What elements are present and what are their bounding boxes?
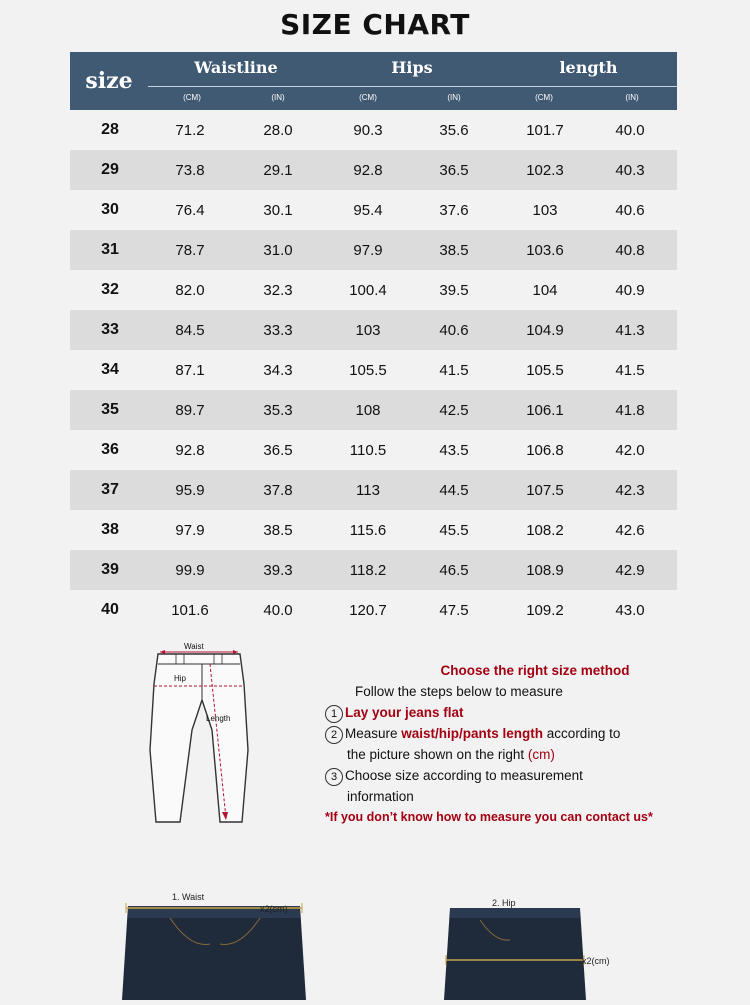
table-cell: 35.3: [263, 401, 293, 419]
table-row: [70, 190, 677, 230]
step-2-unit: (cm): [527, 747, 555, 762]
table-cell: 108.9: [526, 561, 564, 579]
table-cell: 38.5: [263, 521, 293, 539]
table-row: [70, 430, 677, 470]
size-chart-table: [70, 52, 677, 630]
table-cell: 105.5: [526, 361, 564, 379]
size-header: size: [85, 68, 133, 94]
table-cell: 38.5: [439, 241, 469, 259]
size-cell: 32: [101, 281, 119, 298]
step-3-line-2: information: [347, 789, 414, 804]
table-cell: 120.7: [349, 601, 387, 619]
unit-label: (IN): [625, 93, 639, 102]
step-2-text: Measure: [345, 726, 402, 741]
table-cell: 87.1: [175, 361, 205, 379]
hip-label: Hip: [174, 674, 187, 683]
table-row: [70, 390, 677, 430]
table-cell: 109.2: [526, 601, 564, 619]
unit-label: (CM): [183, 93, 201, 102]
waist-measure-photo: [110, 888, 310, 1000]
table-row: [70, 350, 677, 390]
size-cell: 37: [101, 481, 119, 498]
pants-measurement-diagram: [140, 640, 260, 830]
length-header: length: [559, 58, 618, 77]
instructions-heading: Choose the right size method: [440, 663, 630, 678]
unit-label: (CM): [359, 93, 377, 102]
table-cell: 118.2: [349, 561, 387, 579]
table-cell: 82.0: [175, 281, 205, 299]
size-cell: 30: [101, 201, 119, 218]
size-cell: 28: [101, 121, 119, 138]
table-cell: 105.5: [349, 361, 387, 379]
table-cell: 42.0: [615, 441, 645, 459]
hips-header: Hips: [391, 58, 433, 77]
table-row: [70, 470, 677, 510]
table-cell: 43.5: [439, 441, 469, 459]
table-row: [70, 590, 677, 630]
table-cell: 42.6: [615, 521, 645, 539]
table-row: [70, 110, 677, 150]
unit-label: (IN): [271, 93, 285, 102]
size-cell: 39: [101, 561, 119, 578]
table-cell: 89.7: [175, 401, 205, 419]
step-3-text: Choose size according to measurement: [345, 768, 583, 783]
table-cell: 92.8: [353, 161, 383, 179]
table-cell: 42.9: [615, 561, 645, 579]
table-cell: 40.8: [615, 241, 645, 259]
table-cell: 90.3: [353, 121, 383, 139]
hip-measure-photo: [440, 896, 640, 1000]
table-cell: 40.3: [615, 161, 645, 179]
table-cell: 110.5: [349, 441, 387, 459]
table-cell: 104: [532, 281, 558, 299]
size-cell: 31: [101, 241, 119, 258]
table-cell: 102.3: [526, 161, 564, 179]
step-1-text: Lay your jeans flat: [345, 705, 464, 720]
table-cell: 43.0: [615, 601, 645, 619]
table-cell: 40.0: [263, 601, 293, 619]
table-cell: 78.7: [175, 241, 205, 259]
table-cell: 47.5: [439, 601, 469, 619]
page-title: SIZE CHART: [280, 8, 470, 41]
table-cell: 108: [355, 401, 381, 419]
table-cell: 73.8: [175, 161, 205, 179]
table-cell: 71.2: [175, 121, 205, 139]
waist-photo-label: 1. Waist: [172, 892, 205, 902]
table-cell: 39.5: [439, 281, 469, 299]
table-cell: 115.6: [349, 521, 387, 539]
table-cell: 31.0: [263, 241, 293, 259]
table-cell: 99.9: [175, 561, 205, 579]
table-cell: 106.1: [526, 401, 564, 419]
table-cell: 40.9: [615, 281, 645, 299]
size-cell: 34: [101, 361, 119, 378]
table-cell: 42.5: [439, 401, 469, 419]
table-cell: 41.8: [615, 401, 645, 419]
size-cell: 38: [101, 521, 119, 538]
step-2-text-cont: according to: [543, 726, 621, 741]
size-cell: 36: [101, 441, 119, 458]
table-header: [70, 52, 677, 110]
contact-note: *If you don’t know how to measure you can contact us*: [325, 810, 653, 824]
table-cell: 32.3: [263, 281, 293, 299]
hip-photo-label: 2. Hip: [492, 898, 516, 908]
table-cell: 92.8: [175, 441, 205, 459]
table-cell: 97.9: [175, 521, 205, 539]
table-cell: 40.6: [615, 201, 645, 219]
step-2-line-2: [325, 744, 745, 765]
table-cell: 41.5: [439, 361, 469, 379]
waistline-header: Waistline: [194, 58, 278, 77]
table-cell: 106.8: [526, 441, 564, 459]
table-cell: 84.5: [175, 321, 205, 339]
table-cell: 44.5: [439, 481, 469, 499]
step-3: [325, 765, 745, 786]
table-cell: 107.5: [526, 481, 564, 499]
table-cell: 103: [355, 321, 381, 339]
step-2: [325, 723, 745, 744]
size-cell: 40: [101, 601, 119, 618]
table-cell: 40.6: [439, 321, 469, 339]
table-cell: 101.7: [526, 121, 564, 139]
hip-multiplier: x2(cm): [582, 956, 610, 966]
step-number: 3: [325, 768, 343, 786]
table-body: [70, 110, 677, 630]
step-2-emphasis: waist/hip/pants length: [401, 726, 544, 741]
size-cell: 35: [101, 401, 119, 418]
waist-label: Waist: [184, 642, 204, 651]
table-cell: 30.1: [263, 201, 293, 219]
table-cell: 103: [532, 201, 558, 219]
table-row: [70, 310, 677, 350]
header-divider: [148, 86, 677, 87]
table-cell: 104.9: [526, 321, 564, 339]
table-cell: 37.8: [263, 481, 293, 499]
table-cell: 45.5: [439, 521, 469, 539]
table-cell: 35.6: [439, 121, 469, 139]
table-cell: 108.2: [526, 521, 564, 539]
table-cell: 34.3: [263, 361, 293, 379]
table-row: [70, 510, 677, 550]
table-cell: 40.0: [615, 121, 645, 139]
table-cell: 36.5: [439, 161, 469, 179]
table-cell: 36.5: [263, 441, 293, 459]
jeans-hip-icon: [440, 896, 640, 1000]
table-cell: 41.5: [615, 361, 645, 379]
table-cell: 39.3: [263, 561, 293, 579]
table-cell: 113: [356, 481, 380, 499]
step-number: 2: [325, 726, 343, 744]
table-cell: 41.3: [615, 321, 645, 339]
table-cell: 42.3: [615, 481, 645, 499]
length-label: Length: [206, 714, 231, 723]
table-cell: 76.4: [175, 201, 205, 219]
table-cell: 33.3: [263, 321, 293, 339]
table-row: [70, 150, 677, 190]
table-cell: 101.6: [171, 601, 209, 619]
size-cell: 29: [101, 161, 119, 178]
unit-label: (CM): [535, 93, 553, 102]
pants-outline-icon: [140, 640, 260, 830]
table-cell: 46.5: [439, 561, 469, 579]
table-cell: 28.0: [263, 121, 293, 139]
table-cell: 97.9: [353, 241, 383, 259]
size-cell: 33: [101, 321, 119, 338]
table-cell: 103.6: [526, 241, 564, 259]
table-cell: 37.6: [439, 201, 469, 219]
instructions-subheading: Follow the steps below to measure: [355, 684, 563, 699]
step-2-text-line2: the picture shown on the right: [347, 747, 528, 762]
measuring-instructions: [325, 660, 745, 828]
table-cell: 100.4: [349, 281, 387, 299]
unit-label: (IN): [447, 93, 461, 102]
table-cell: 29.1: [263, 161, 293, 179]
table-row: [70, 550, 677, 590]
waist-multiplier: x2(cm): [260, 904, 288, 914]
table-cell: 95.9: [175, 481, 205, 499]
table-cell: 95.4: [353, 201, 383, 219]
step-number: 1: [325, 705, 343, 723]
table-row: [70, 230, 677, 270]
table-row: [70, 270, 677, 310]
step-1: [325, 702, 745, 723]
